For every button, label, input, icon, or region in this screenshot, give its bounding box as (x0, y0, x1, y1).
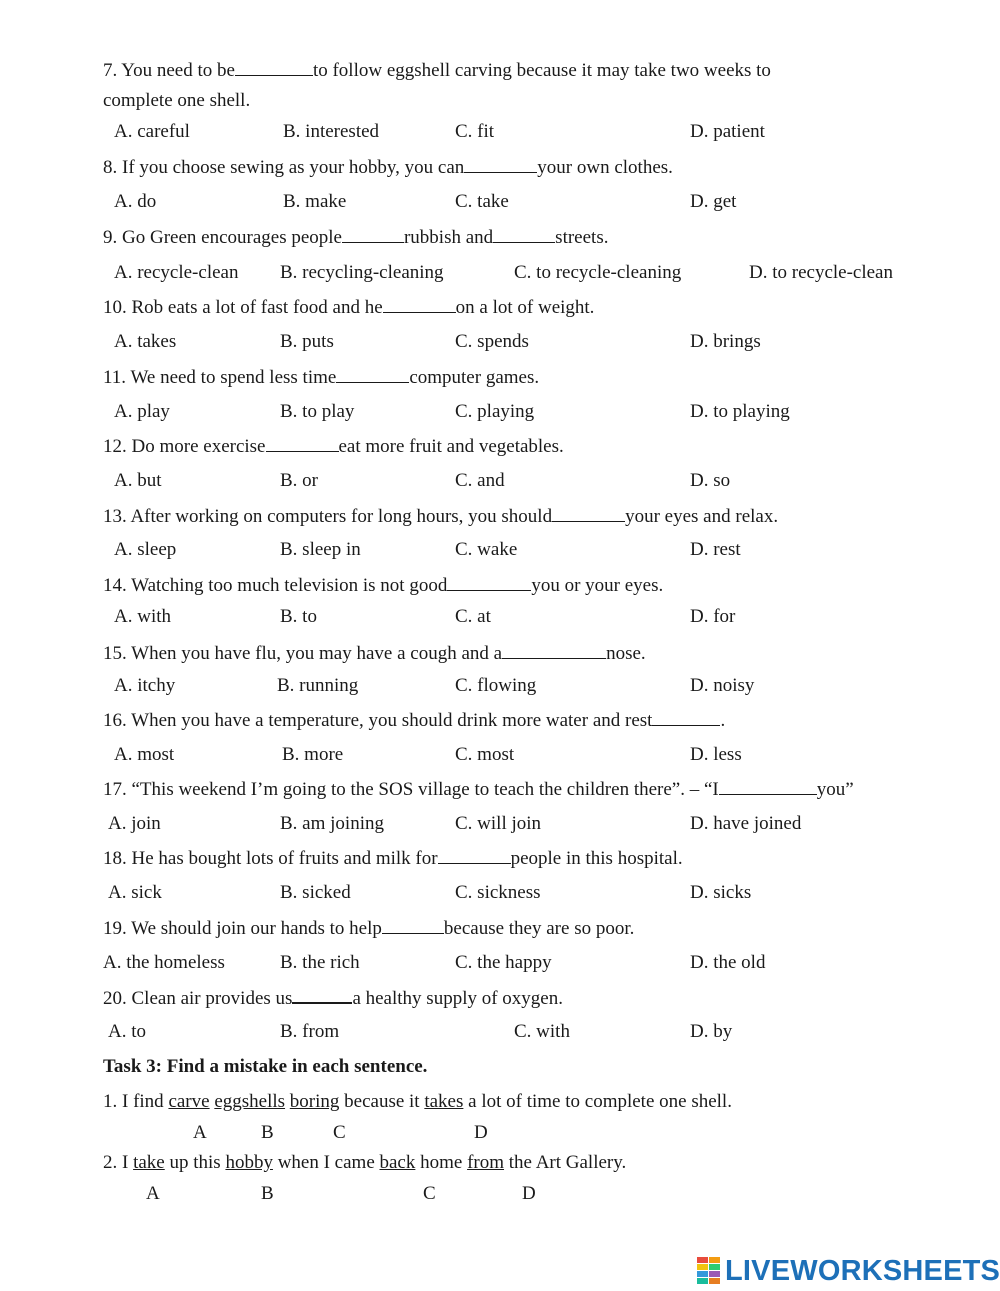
label-b: B (261, 1183, 274, 1204)
question-text: “This weekend I’m going to the SOS village to teach the children there”. – “I (131, 779, 719, 800)
question-text: because they are so poor. (443, 918, 635, 939)
sentence-number: 1. (103, 1091, 118, 1112)
option-d[interactable]: D. sicks (690, 882, 752, 903)
option-a[interactable]: A. sick (108, 882, 162, 903)
question-text: When you have flu, you may have a cough and a (131, 643, 503, 664)
option-d[interactable]: D. get (690, 191, 737, 212)
option-c[interactable]: C. flowing (455, 675, 537, 696)
option-b[interactable]: B. to (280, 606, 317, 627)
option-c[interactable]: C. with (514, 1021, 570, 1042)
option-d[interactable]: D. patient (690, 121, 765, 142)
option-d[interactable]: D. noisy (690, 675, 755, 696)
sentence-text: when I came (277, 1152, 375, 1173)
question-text: computer games. (409, 367, 540, 388)
question-text: rubbish and (403, 227, 494, 248)
option-a[interactable]: A. to (108, 1021, 146, 1042)
option-d[interactable]: D. the old (690, 952, 766, 973)
option-d[interactable]: D. less (690, 744, 742, 765)
question-7 (103, 59, 771, 82)
mistake-sentence-2 (103, 1152, 626, 1174)
option-b[interactable]: B. sleep in (280, 539, 361, 560)
option-c[interactable]: C. playing (455, 401, 535, 422)
question-20 (103, 986, 563, 1010)
label-d: D (474, 1122, 488, 1143)
underlined-option-b[interactable]: hobby (225, 1152, 273, 1173)
option-a[interactable]: A. the homeless (103, 952, 225, 973)
option-a[interactable]: A. itchy (114, 675, 176, 696)
question-text: your eyes and relax. (625, 506, 779, 527)
question-number: 8. (103, 157, 118, 178)
option-a[interactable]: A. play (114, 401, 170, 422)
question-number: 7. (103, 60, 118, 81)
answer-blank[interactable] (552, 505, 625, 522)
brand-name: LIVEWORKSHEETS (725, 1254, 1000, 1287)
question-text: When you have a temperature, you should drink more water and rest (131, 710, 653, 731)
question-9 (103, 226, 608, 249)
option-d[interactable]: D. to recycle-clean (749, 262, 893, 283)
label-a: A (146, 1183, 160, 1204)
option-b[interactable]: B. puts (280, 331, 334, 352)
sentence-text: home (420, 1152, 463, 1173)
question-text: He has bought lots of fruits and milk for (131, 848, 438, 869)
question-number: 9. (103, 227, 118, 248)
question-text: We need to spend less time (130, 367, 337, 388)
question-text: to follow eggshell carving because it may take two weeks to (312, 60, 771, 81)
option-b[interactable]: B. more (282, 744, 344, 765)
question-14 (103, 574, 663, 597)
question-number: 10. (103, 297, 127, 318)
question-17 (103, 778, 854, 801)
question-8 (103, 156, 673, 179)
option-c[interactable]: C. to recycle-cleaning (514, 262, 682, 283)
label-d: D (522, 1183, 536, 1204)
question-11 (103, 366, 539, 389)
option-b[interactable]: B. from (280, 1021, 340, 1042)
question-number: 15. (103, 643, 127, 664)
option-a[interactable]: A. but (114, 470, 162, 491)
answer-blank[interactable] (447, 574, 531, 591)
option-d[interactable]: D. for (690, 606, 736, 627)
question-text: Watching too much television is not good (131, 575, 448, 596)
question-number: 12. (103, 436, 127, 457)
answer-blank[interactable] (266, 435, 339, 452)
answer-blank[interactable] (336, 366, 409, 383)
option-a[interactable]: A. sleep (114, 539, 177, 560)
option-b[interactable]: B. am joining (280, 813, 384, 834)
option-b[interactable]: B. or (280, 470, 318, 491)
question-text: You need to be (121, 60, 235, 81)
option-d[interactable]: D. so (690, 470, 731, 491)
option-d[interactable]: D. rest (690, 539, 741, 560)
answer-blank[interactable] (342, 226, 404, 243)
question-16 (103, 709, 725, 732)
option-c[interactable]: C. fit (455, 121, 495, 142)
sentence-text: I (122, 1152, 129, 1173)
question-text: streets. (555, 227, 609, 248)
question-number: 19. (103, 918, 127, 939)
underlined-option-a[interactable]: carve (168, 1091, 210, 1112)
answer-blank[interactable] (493, 226, 555, 243)
option-a[interactable]: A. takes (114, 331, 177, 352)
question-text: your own clothes. (537, 157, 673, 178)
option-b[interactable]: B. to play (280, 401, 355, 422)
underlined-option-d[interactable]: from (467, 1152, 505, 1173)
question-number: 20. (103, 988, 127, 1009)
option-d[interactable]: D. to playing (690, 401, 790, 422)
underlined-option-b[interactable]: eggshells (214, 1091, 286, 1112)
label-c: C (423, 1183, 436, 1204)
option-b[interactable]: B. interested (283, 121, 380, 142)
answer-blank[interactable] (464, 156, 537, 173)
option-a[interactable]: A. with (114, 606, 171, 627)
option-c[interactable]: C. spends (455, 331, 529, 352)
option-d[interactable]: D. brings (690, 331, 761, 352)
label-c: C (333, 1122, 346, 1143)
question-number: 18. (103, 848, 127, 869)
option-b[interactable]: B. running (277, 675, 359, 696)
underlined-option-d[interactable]: takes (424, 1091, 464, 1112)
question-text: . (720, 710, 726, 731)
underlined-option-a[interactable]: take (133, 1152, 165, 1173)
option-d[interactable]: D. by (690, 1021, 733, 1042)
option-c[interactable]: C. at (455, 606, 491, 627)
answer-blank[interactable] (235, 59, 313, 76)
option-c[interactable]: C. will join (455, 813, 542, 834)
question-text: Rob eats a lot of fast food and he (131, 297, 383, 318)
option-c[interactable]: C. and (455, 470, 505, 491)
option-b[interactable]: B. make (283, 191, 347, 212)
sentence-text: because it (344, 1091, 420, 1112)
question-text: nose. (606, 643, 646, 664)
option-d[interactable]: D. have joined (690, 813, 802, 834)
question-10 (103, 296, 594, 319)
answer-blank[interactable] (719, 778, 817, 795)
sentence-text: the Art Gallery. (508, 1152, 627, 1173)
answer-blank[interactable] (292, 986, 352, 1004)
question-number: 16. (103, 710, 127, 731)
option-a[interactable]: A. careful (114, 121, 190, 142)
option-a[interactable]: A. recycle-clean (114, 262, 239, 283)
answer-blank[interactable] (382, 917, 444, 934)
option-c[interactable]: C. most (455, 744, 515, 765)
sentence-text: a lot of time to complete one shell. (468, 1091, 732, 1112)
option-b[interactable]: B. recycling-cleaning (280, 262, 444, 283)
liveworksheets-logo (697, 1256, 1000, 1286)
question-text: Go Green encourages people (122, 227, 342, 248)
mistake-sentence-1 (103, 1091, 732, 1113)
task3-heading: Task 3: Find a mistake in each sentence. (103, 1056, 428, 1077)
question-7-line2: complete one shell. (103, 90, 251, 111)
label-a: A (193, 1122, 207, 1143)
question-number: 11. (103, 367, 127, 388)
answer-blank[interactable] (438, 847, 511, 864)
question-text: people in this hospital. (510, 848, 683, 869)
option-c[interactable]: C. the happy (455, 952, 552, 973)
answer-blank[interactable] (383, 296, 456, 313)
option-b[interactable]: B. the rich (280, 952, 360, 973)
underlined-option-c[interactable]: boring (289, 1091, 340, 1112)
question-number: 13. (103, 506, 127, 527)
option-c[interactable]: C. sickness (455, 882, 541, 903)
question-text: eat more fruit and vegetables. (338, 436, 564, 457)
option-a[interactable]: A. do (114, 191, 157, 212)
question-number: 14. (103, 575, 127, 596)
sentence-number: 2. (103, 1152, 118, 1173)
question-15 (103, 642, 646, 665)
question-19 (103, 917, 634, 940)
label-b: B (261, 1122, 274, 1143)
question-text: a healthy supply of oxygen. (352, 988, 563, 1009)
question-text: If you choose sewing as your hobby, you can (122, 157, 465, 178)
sentence-text: I find (122, 1091, 164, 1112)
question-number: 17. (103, 779, 127, 800)
question-text: you or your eyes. (531, 575, 664, 596)
question-12 (103, 435, 564, 458)
question-18 (103, 847, 683, 870)
question-text: Clean air provides us (131, 988, 293, 1009)
question-text: Do more exercise (131, 436, 266, 457)
question-13 (103, 505, 778, 528)
option-c[interactable]: C. wake (455, 539, 518, 560)
sentence-text: up this (169, 1152, 221, 1173)
option-b[interactable]: B. sicked (280, 882, 351, 903)
underlined-option-c[interactable]: back (379, 1152, 416, 1173)
question-text: After working on computers for long hours, you should (130, 506, 553, 527)
answer-blank[interactable] (502, 642, 606, 659)
question-text: We should join our hands to help (131, 918, 382, 939)
option-a[interactable]: A. most (114, 744, 175, 765)
liveworksheets-blocks-icon (697, 1257, 721, 1285)
option-c[interactable]: C. take (455, 191, 509, 212)
answer-blank[interactable] (652, 709, 720, 726)
question-text: on a lot of weight. (455, 297, 595, 318)
option-a[interactable]: A. join (108, 813, 161, 834)
question-text: you” (816, 779, 854, 800)
